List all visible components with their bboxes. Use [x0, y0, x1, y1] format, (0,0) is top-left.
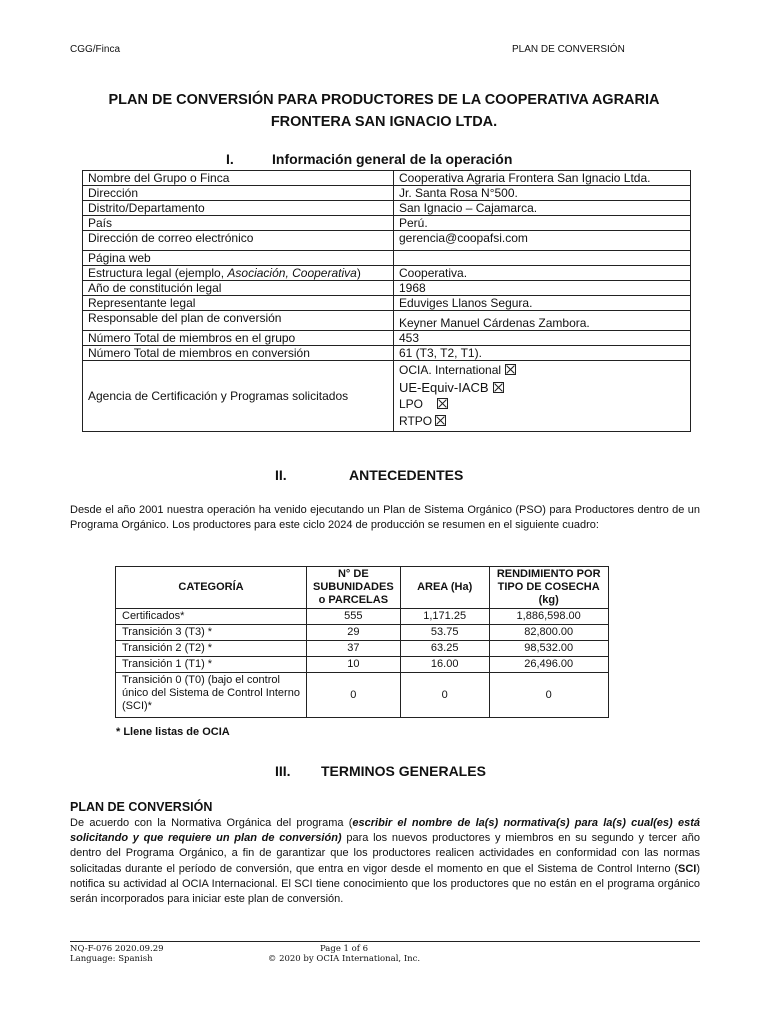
checked-checkbox-icon[interactable] — [435, 415, 446, 426]
title-line-2: FRONTERA SAN IGNACIO LTDA. — [270, 114, 498, 130]
info-value: Eduviges Llanos Segura. — [394, 296, 691, 311]
info-row — [83, 231, 691, 251]
info-label — [83, 266, 394, 281]
info-value: 453 — [394, 331, 691, 346]
table-cell: 98,532.00 — [489, 641, 608, 657]
info-value: Cooperativa Agraria Frontera San Ignacio Ltda. — [394, 171, 691, 186]
info-row — [83, 281, 691, 296]
program-ue-equiv — [399, 379, 685, 396]
checked-checkbox-icon[interactable] — [493, 382, 504, 393]
info-row — [83, 201, 691, 216]
table-row — [116, 673, 609, 718]
info-row — [83, 311, 691, 331]
footer-divider — [70, 941, 700, 942]
program-rtpo — [399, 413, 685, 430]
program-label: OCIA. International — [399, 363, 502, 377]
info-label: Agencia de Certificación y Programas solicitados — [83, 361, 394, 432]
table-cell: 10 — [307, 657, 401, 673]
info-label-emphasis: Asociación, Cooperativa — [227, 266, 357, 280]
conversion-paragraph — [70, 816, 700, 907]
producers-table — [115, 566, 609, 718]
info-row — [83, 296, 691, 311]
table-cell: 26,496.00 — [489, 657, 608, 673]
table-cell: 53.75 — [400, 625, 489, 641]
info-row — [83, 331, 691, 346]
section-1-heading — [226, 151, 512, 167]
info-label: Distrito/Departamento — [83, 201, 394, 216]
table-cell: Transición 3 (T3) * — [116, 625, 307, 641]
info-value: San Ignacio – Cajamarca. — [394, 201, 691, 216]
info-label: Número Total de miembros en el grupo — [83, 331, 394, 346]
info-label: Dirección — [83, 186, 394, 201]
table-row — [116, 657, 609, 673]
info-value: gerencia@coopafsi.com — [394, 231, 691, 251]
table-row — [116, 625, 609, 641]
table-cell: 0 — [307, 673, 401, 718]
table-cell: 0 — [489, 673, 608, 718]
section-2-number: II. — [275, 467, 287, 483]
info-row — [83, 251, 691, 266]
paragraph-emphasis: escribir el nombre de la(s) normativa(s) para la(s) cual(es) está solicitando y que requiere un plan de conversión) — [70, 817, 700, 845]
column-header: RENDIMIENTO POR TIPO DE COSECHA (kg) — [489, 567, 608, 609]
info-row — [83, 171, 691, 186]
table-cell: Transición 0 (T0) (bajo el control único del Sistema de Control Interno (SCI)* — [116, 673, 307, 718]
info-label: Página web — [83, 251, 394, 266]
column-header: N° DE SUBUNIDADES o PARCELAS — [307, 567, 401, 609]
info-row — [83, 216, 691, 231]
info-label: País — [83, 216, 394, 231]
table-row — [116, 609, 609, 625]
info-value: Keyner Manuel Cárdenas Zambora. — [394, 311, 691, 331]
info-value: Perú. — [394, 216, 691, 231]
section-1-title: Información general de la operación — [272, 151, 513, 167]
info-label: Nombre del Grupo o Finca — [83, 171, 394, 186]
table-cell: Transición 1 (T1) * — [116, 657, 307, 673]
table-row — [116, 641, 609, 657]
table-note: * Llene listas de OCIA — [116, 726, 230, 738]
section-3-title: TERMINOS GENERALES — [321, 763, 486, 779]
info-row-certification — [83, 361, 691, 432]
table-cell: 82,800.00 — [489, 625, 608, 641]
table-cell: 16.00 — [400, 657, 489, 673]
info-row — [83, 266, 691, 281]
table-cell: Certificados* — [116, 609, 307, 625]
info-value — [394, 251, 691, 266]
footer-doc-id: NQ-F-076 2020.09.29 — [70, 944, 164, 954]
section-1-number: I. — [226, 151, 234, 167]
table-cell: 1,886,598.00 — [489, 609, 608, 625]
program-label: RTPO — [399, 414, 433, 428]
header-right: PLAN DE CONVERSIÓN — [512, 44, 625, 55]
program-ocia — [399, 362, 685, 379]
info-value: 1968 — [394, 281, 691, 296]
info-row — [83, 186, 691, 201]
subsection-heading: PLAN DE CONVERSIÓN — [70, 800, 213, 814]
checked-checkbox-icon[interactable] — [437, 398, 448, 409]
info-value: Cooperativa. — [394, 266, 691, 281]
info-label-text: Estructura legal (ejemplo, — [88, 266, 228, 280]
header-left: CGG/Finca — [70, 44, 121, 55]
column-header: AREA (Ha) — [400, 567, 489, 609]
info-label: Responsable del plan de conversión — [83, 311, 394, 331]
paragraph-text: De acuerdo con la Normativa Orgánica del programa ( — [70, 817, 353, 829]
info-label-text: ) — [356, 266, 361, 280]
info-label: Año de constitución legal — [83, 281, 394, 296]
info-value: 61 (T3, T2, T1). — [394, 346, 691, 361]
table-header-row — [116, 567, 609, 609]
table-cell: 555 — [307, 609, 401, 625]
footer-page: Page 1 of 6 — [319, 944, 369, 954]
program-lpo — [399, 396, 685, 413]
antecedentes-paragraph: Desde el año 2001 nuestra operación ha venido ejecutando un Plan de Sistema Orgánico (PSO) para Productores dentro de un Programa Orgánico. Los productores para este ciclo 2024 de producción se resumen en el siguiente cuadro: — [70, 504, 700, 532]
table-cell: 1,171.25 — [400, 609, 489, 625]
footer-left — [70, 944, 164, 964]
info-label: Representante legal — [83, 296, 394, 311]
column-header: CATEGORÍA — [116, 567, 307, 609]
table-cell: Transición 2 (T2) * — [116, 641, 307, 657]
footer-language: Language: Spanish — [70, 954, 153, 964]
paragraph-bold: SCI — [677, 862, 697, 875]
title-line-1: PLAN DE CONVERSIÓN PARA PRODUCTORES DE LA COOPERATIVA AGRARIA — [108, 92, 660, 108]
program-label: UE-Equiv-IACB — [399, 380, 489, 395]
paragraph-text: para los nuevos productores y miembros en su segundo y tercer año dentro del Programa Orgánico, a fin de garantizar que los productores realicen actividades en conformidad con las normas solicitadas durante el período de conversión, que entra en vigor desde el momento en que el Sistema de Control Interno ( — [70, 832, 700, 875]
general-info-table — [82, 170, 691, 432]
certification-programs — [394, 361, 691, 432]
table-cell: 63.25 — [400, 641, 489, 657]
section-2-title: ANTECEDENTES — [349, 467, 464, 483]
info-label: Dirección de correo electrónico — [83, 231, 394, 251]
section-2-heading — [275, 467, 463, 483]
checked-checkbox-icon[interactable] — [505, 364, 516, 375]
footer-copyright: © 2020 by OCIA International, Inc. — [267, 954, 421, 964]
info-label: Número Total de miembros en conversión — [83, 346, 394, 361]
info-row — [83, 346, 691, 361]
info-value: Jr. Santa Rosa N°500. — [394, 186, 691, 201]
table-cell: 0 — [400, 673, 489, 718]
section-3-heading — [275, 763, 486, 779]
program-label: LPO — [399, 397, 424, 411]
table-cell: 37 — [307, 641, 401, 657]
footer-center — [240, 944, 448, 964]
section-3-number: III. — [275, 763, 291, 779]
paragraph-text: ) notifica su actividad al OCIA Internacional. El SCI tiene conocimiento que los productores que no están en el programa orgánico serán incorporados para iniciar este plan de conversión. — [70, 862, 700, 906]
table-cell: 29 — [307, 625, 401, 641]
document-title — [60, 89, 708, 133]
